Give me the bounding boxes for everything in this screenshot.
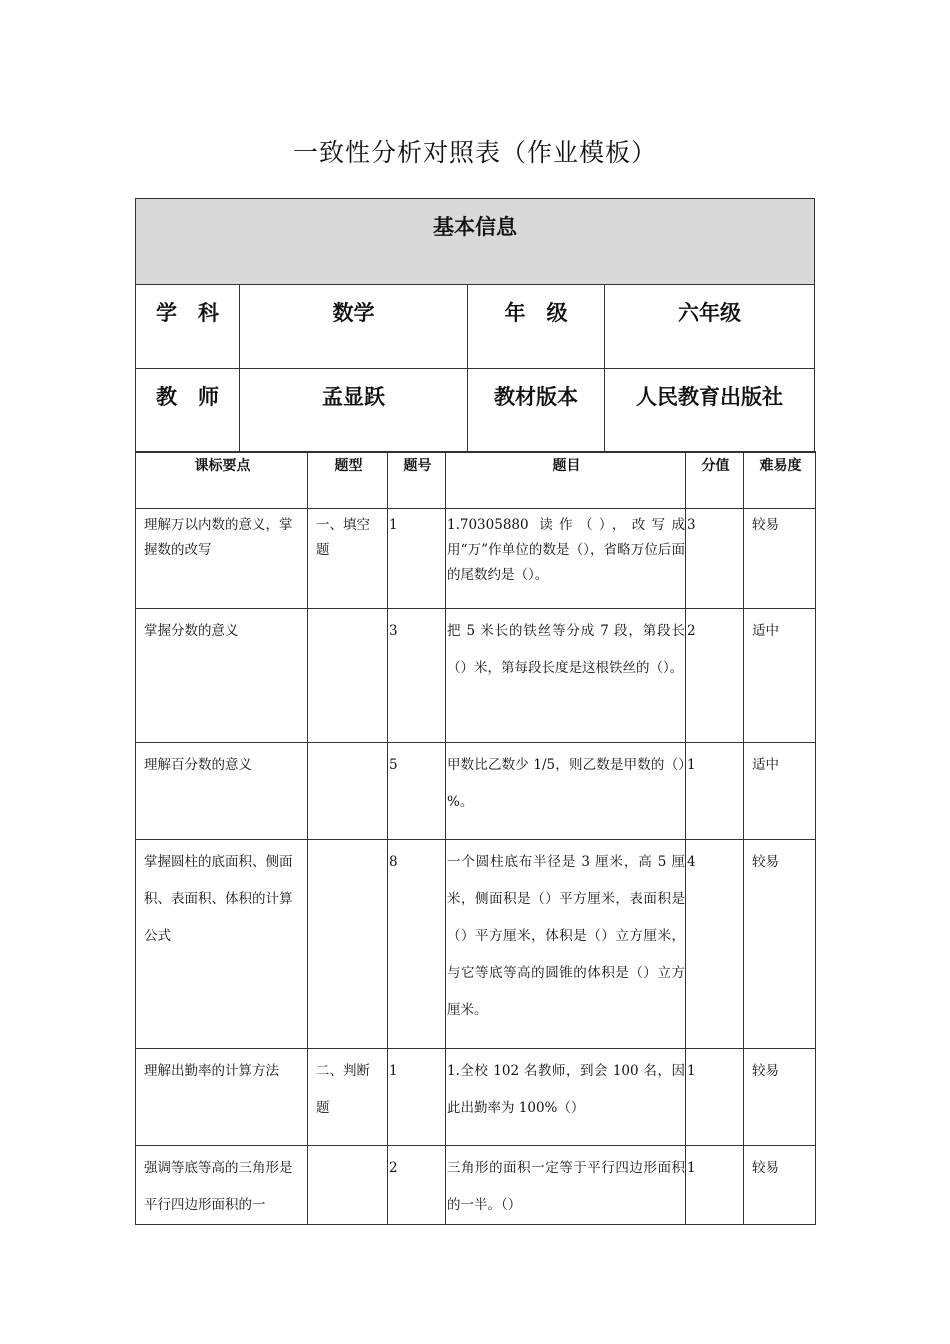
grade-label: 年 级 (468, 285, 605, 369)
row-type (308, 840, 388, 1049)
row-question: 甲数比乙数少 1/5，则乙数是甲数的（）%。 (446, 743, 686, 840)
row-type (308, 1146, 388, 1225)
row-difficulty: 较易 (744, 1049, 816, 1146)
row-score: 4 (686, 840, 744, 1049)
row-question: 1.70305880 读作（），改写成用“万”作单位的数是（），省略万位后面的尾数约是（）。 (446, 509, 686, 609)
row-difficulty: 较易 (744, 840, 816, 1049)
row-point: 掌握圆柱的底面积、侧面积、表面积、体积的计算公式 (136, 840, 308, 1049)
row-point: 理解百分数的意义 (136, 743, 308, 840)
row-number: 8 (388, 840, 446, 1049)
row-score: 1 (686, 743, 744, 840)
row-difficulty: 较易 (744, 1146, 816, 1225)
row-number: 1 (388, 1049, 446, 1146)
row-difficulty: 适中 (744, 743, 816, 840)
teacher-label: 教 师 (136, 369, 240, 453)
row-question: 把 5 米长的铁丝等分成 7 段，第段长（）米，第每段长度是这根铁丝的（）。 (446, 609, 686, 743)
row-score: 2 (686, 609, 744, 743)
table-row (136, 840, 816, 1049)
row-score: 1 (686, 1146, 744, 1225)
table-row (136, 1146, 816, 1225)
row-type: 二、判断题 (308, 1049, 388, 1146)
teacher-value: 孟显跃 (240, 369, 468, 453)
basic-info-table (135, 198, 815, 453)
row-point: 理解出勤率的计算方法 (136, 1049, 308, 1146)
table-header-row (136, 452, 816, 509)
row-difficulty: 适中 (744, 609, 816, 743)
subject-label: 学 科 (136, 285, 240, 369)
row-score: 1 (686, 1049, 744, 1146)
row-type (308, 609, 388, 743)
row-difficulty: 较易 (744, 509, 816, 609)
edition-value: 人民教育出版社 (605, 369, 815, 453)
analysis-table (135, 451, 816, 1225)
row-number: 2 (388, 1146, 446, 1225)
edition-label: 教材版本 (468, 369, 605, 453)
header-number: 题号 (388, 452, 446, 509)
row-number: 5 (388, 743, 446, 840)
row-number: 3 (388, 609, 446, 743)
row-question: 一个圆柱底布半径是 3 厘米，高 5 厘米，侧面积是（）平方厘米，表面积是（）平方厘米，体积是（）立方厘米，与它等底等高的圆锥的体积是（）立方厘米。 (446, 840, 686, 1049)
table-row (136, 609, 816, 743)
header-question: 题目 (446, 452, 686, 509)
header-difficulty: 难易度 (744, 452, 816, 509)
header-score: 分值 (686, 452, 744, 509)
row-point: 掌握分数的意义 (136, 609, 308, 743)
row-point: 强调等底等高的三角形是平行四边形面积的一 (136, 1146, 308, 1225)
subject-value: 数学 (240, 285, 468, 369)
row-score: 3 (686, 509, 744, 609)
row-question: 1.全校 102 名教师，到会 100 名，因此出勤率为 100%（） (446, 1049, 686, 1146)
table-row (136, 1049, 816, 1146)
grade-value: 六年级 (605, 285, 815, 369)
page-title: 一致性分析对照表（作业模板） (292, 138, 657, 167)
row-question: 三角形的面积一定等于平行四边形面积的一半。（） (446, 1146, 686, 1225)
row-type (308, 743, 388, 840)
basic-info-header: 基本信息 (136, 199, 815, 285)
row-number: 1 (388, 509, 446, 609)
table-row (136, 509, 816, 609)
header-type: 题型 (308, 452, 388, 509)
table-row (136, 743, 816, 840)
row-type: 一、填空题 (308, 509, 388, 609)
row-point: 理解万以内数的意义，掌握数的改写 (136, 509, 308, 609)
header-point: 课标要点 (136, 452, 308, 509)
